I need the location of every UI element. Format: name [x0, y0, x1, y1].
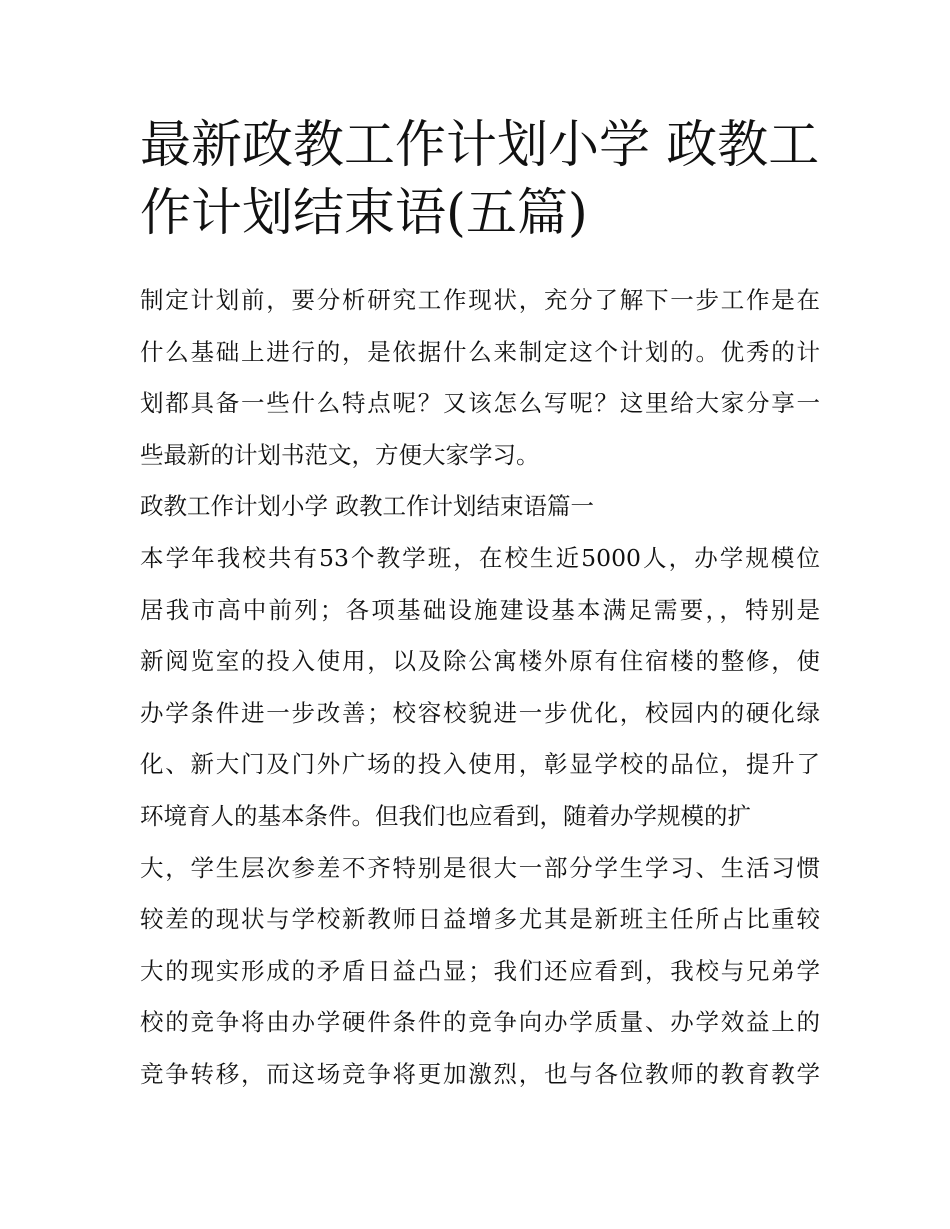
title-line-1: 最新政教工作计划小学 政教工	[140, 116, 820, 175]
body-line: 居我市高中前列；各项基础设施建设基本满足需要，，特别是	[140, 595, 820, 624]
body-line: 什么基础上进行的，是依据什么来制定这个计划的。优秀的计	[140, 337, 820, 366]
body-line: 制定计划前，要分析研究工作现状，充分了解下一步工作是在	[140, 286, 820, 314]
body-line: 办学条件进一步改善；校容校貌进一步优化，校园内的硬化绿	[140, 698, 820, 727]
body-line: 较差的现状与学校新教师日益增多尤其是新班主任所占比重较	[140, 905, 820, 934]
body-line: 划都具备一些什么特点呢？又该怎么写呢？这里给大家分享一	[140, 389, 820, 418]
body-line: 校的竞争将由办学硬件条件的竞争向办学质量、办学效益上的	[140, 1008, 820, 1037]
body-line: 环境育人的基本条件。但我们也应看到，随着办学规模的扩	[140, 801, 751, 830]
body-line: 本学年我校共有53个教学班，在校生近5000人，办学规模位	[140, 543, 820, 572]
body-line: 化、新大门及门外广场的投入使用，彰显学校的品位，提升了	[140, 750, 820, 779]
body-line: 些最新的计划书范文，方便大家学习。	[140, 440, 540, 469]
title-line-2: 作计划结束语(五篇)	[140, 184, 588, 243]
body-line: 大的现实形成的矛盾日益凸显；我们还应看到，我校与兄弟学	[140, 956, 820, 985]
section-heading: 政教工作计划小学 政教工作计划结束语篇一	[140, 492, 594, 521]
body-line: 竞争转移，而这场竞争将更加激烈，也与各位教师的教育教学	[140, 1059, 820, 1088]
body-line: 大，学生层次参差不齐特别是很大一部分学生学习、生活习惯	[140, 853, 820, 882]
document-body	[140, 275, 820, 1101]
document-title	[140, 112, 820, 248]
body-line: 新阅览室的投入使用，以及除公寓楼外原有住宿楼的整修，使	[140, 647, 820, 676]
